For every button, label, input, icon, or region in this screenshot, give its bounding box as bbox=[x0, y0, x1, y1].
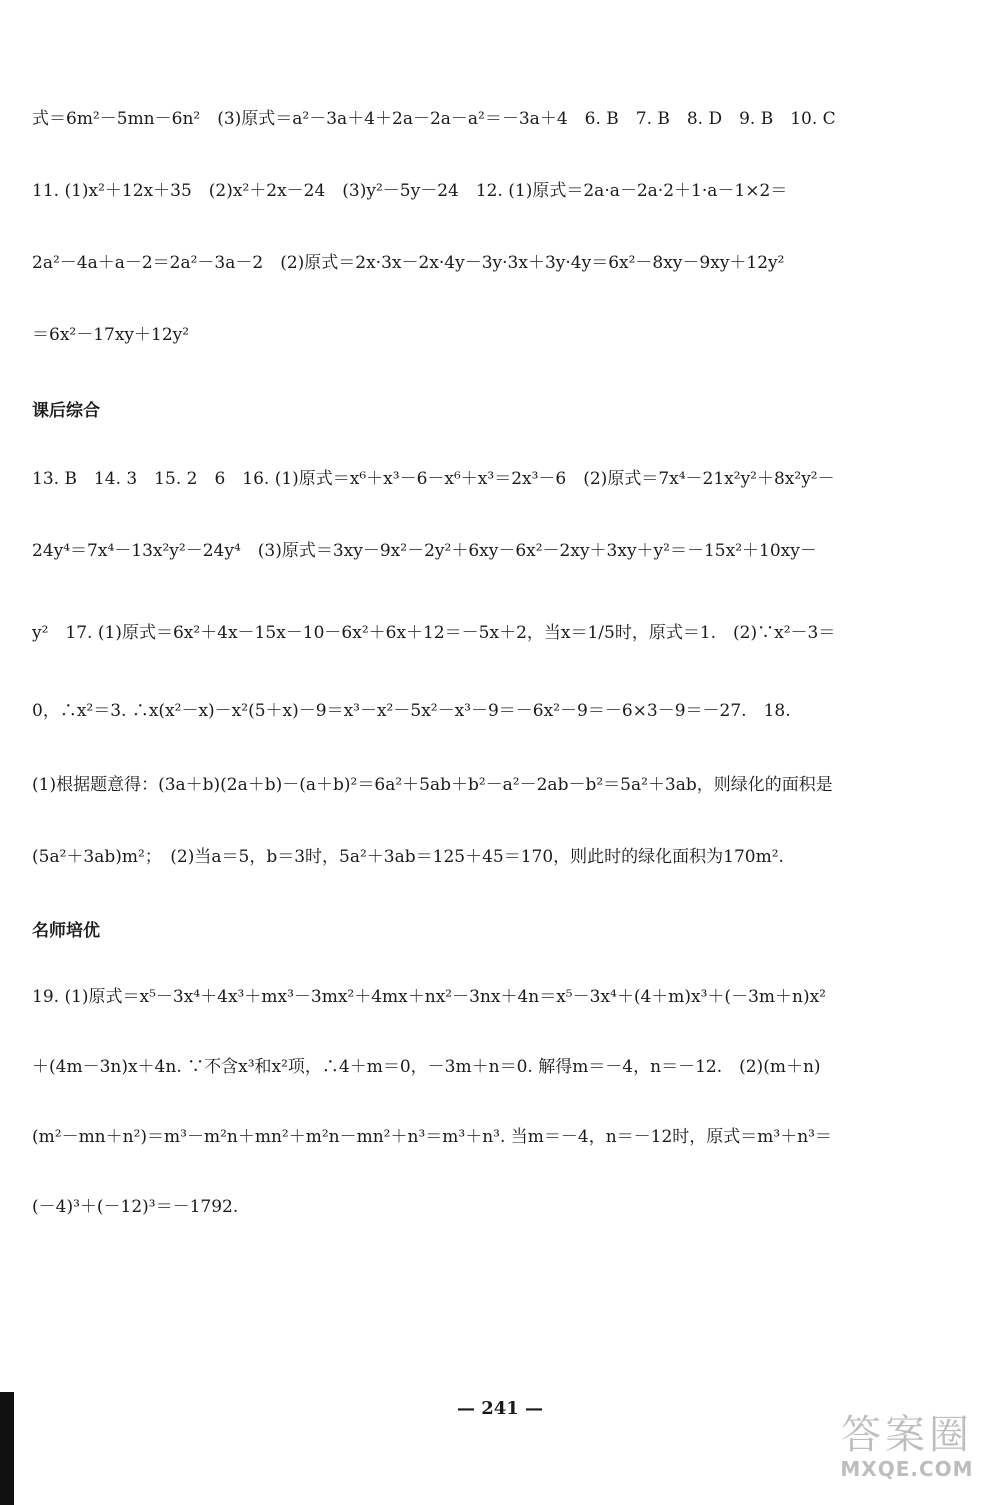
watermark-url: MXQE.COM bbox=[840, 1457, 974, 1481]
section-heading: 名师培优 bbox=[32, 921, 100, 941]
text-line: (m²－mn＋n²)＝m³－m²n＋mn²＋m²n－mn²＋n³＝m³＋n³. 当m＝－4，n＝－12时，原式＝m³＋n³＝ bbox=[32, 1127, 832, 1147]
text-line: (1)根据题意得：(3a＋b)(2a＋b)－(a＋b)²＝6a²＋5ab＋b²－a²－2ab－b²＝5a²＋3ab，则绿化的面积是 bbox=[32, 775, 833, 795]
text-line: y² 17. (1)原式＝6x²＋4x－15x－10－6x²＋6x＋12＝－5x＋2，当x＝1/5时，原式＝1. (2)∵x²－3＝ bbox=[32, 623, 836, 643]
page-number: — 241 — bbox=[456, 1398, 544, 1419]
text-line: 19. (1)原式＝x⁵－3x⁴＋4x³＋mx³－3mx²＋4mx＋nx²－3nx＋4n＝x⁵－3x⁴＋(4＋m)x³＋(－3m＋n)x² bbox=[32, 987, 826, 1007]
text-line: 24y⁴＝7x⁴－13x²y²－24y⁴ (3)原式＝3xy－9x²－2y²＋6xy－6x²－2xy＋3xy＋y²＝－15x²＋10xy－ bbox=[32, 541, 817, 561]
text-line: ＝6x²－17xy＋12y² bbox=[32, 325, 190, 345]
text-line: 2a²－4a＋a－2＝2a²－3a－2 (2)原式＝2x·3x－2x·4y－3y·3x＋3y·4y＝6x²－8xy－9xy＋12y² bbox=[32, 253, 785, 273]
watermark-logo bbox=[832, 1407, 982, 1487]
text-line: 11. (1)x²＋12x＋35 (2)x²＋2x－24 (3)y²－5y－24 12. (1)原式＝2a·a－2a·2＋1·a－1×2＝ bbox=[32, 181, 788, 201]
text-line: ＋(4m－3n)x＋4n. ∵不含x³和x²项，∴4＋m＝0，－3m＋n＝0. 解得m＝－4，n＝－12. (2)(m＋n) bbox=[32, 1057, 821, 1077]
section-heading: 课后综合 bbox=[32, 401, 100, 421]
book-spine-shadow bbox=[0, 1392, 14, 1505]
text-line: 式＝6m²－5mn－6n² (3)原式＝a²－3a＋4＋2a－2a－a²＝－3a＋4 6. B 7. B 8. D 9. B 10. C bbox=[32, 109, 836, 129]
text-line: 0，∴x²＝3. ∴x(x²－x)－x²(5＋x)－9＝x³－x²－5x²－x³－9＝－6x²－9＝－6×3－9＝－27. 18. bbox=[32, 701, 791, 721]
watermark-mark: 答案圈 bbox=[841, 1412, 973, 1458]
text-line: (5a²＋3ab)m²； (2)当a＝5，b＝3时，5a²＋3ab＝125＋45＝170，则此时的绿化面积为170m². bbox=[32, 847, 784, 867]
text-line: 13. B 14. 3 15. 2 6 16. (1)原式＝x⁶＋x³－6－x⁶＋x³＝2x³－6 (2)原式＝7x⁴－21x²y²＋8x²y²－ bbox=[32, 469, 835, 489]
text-line: (－4)³＋(－12)³＝－1792. bbox=[32, 1197, 239, 1217]
